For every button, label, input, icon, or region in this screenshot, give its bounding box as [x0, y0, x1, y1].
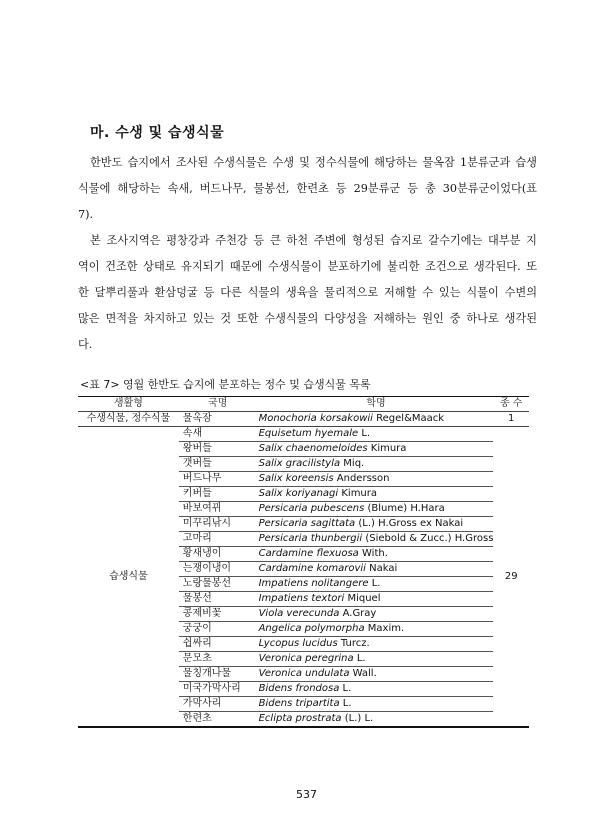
korean-name-cell: 고마리 — [179, 532, 253, 547]
scientific-name-cell — [253, 517, 494, 532]
table-row — [78, 412, 529, 427]
scientific-name-cell — [253, 487, 494, 502]
scientific-name-author: L. — [371, 578, 381, 589]
scientific-name-binomial: Veronica undulata — [258, 668, 350, 679]
scientific-name-binomial: Veronica peregrina — [258, 653, 354, 664]
table-row — [78, 427, 529, 442]
korean-name-cell: 한련초 — [179, 712, 253, 728]
header-korean-name: 국명 — [179, 397, 253, 412]
scientific-name-author: L. — [342, 683, 352, 694]
scientific-name-cell — [253, 682, 494, 697]
scientific-name-cell — [253, 712, 494, 728]
scientific-name-author: Andersson — [336, 473, 390, 484]
korean-name-cell: 노랑물봉선 — [179, 577, 253, 592]
scientific-name-binomial: Bidens tripartita — [258, 698, 340, 709]
paragraph-1: 한반도 습지에서 조사된 수생식물은 수생 및 정수식물에 해당하는 물옥잠 1분류군과 습생식물에 해당하는 속새, 버드나무, 물봉선, 한련초 등 29분류군 등 총 30분류군이었다(표 7). — [78, 156, 537, 221]
korean-name-cell: 콩제비꽃 — [179, 607, 253, 622]
scientific-name-author: Regel&Maack — [376, 413, 445, 424]
scientific-name-author: (Siebold & Zucc.) H.Gross — [365, 533, 494, 544]
scientific-name-binomial: Viola verecunda — [258, 608, 340, 619]
header-scientific-name: 학명 — [253, 397, 494, 412]
korean-name-cell: 속새 — [179, 427, 253, 442]
scientific-name-author: L. — [361, 428, 371, 439]
scientific-name-binomial: Eclipta prostrata — [258, 713, 342, 724]
scientific-name-binomial: Equisetum hyemale — [258, 428, 359, 439]
korean-name-cell: 키버들 — [179, 487, 253, 502]
korean-name-cell: 왕버들 — [179, 442, 253, 457]
scientific-name-binomial: Lycopus lucidus — [258, 638, 338, 649]
korean-name-cell: 갯버들 — [179, 457, 253, 472]
scientific-name-cell — [253, 622, 494, 637]
scientific-name-author: Nakai — [369, 563, 398, 574]
species-count-cell: 1 — [493, 412, 529, 427]
scientific-name-binomial: Cardamine komarovii — [258, 563, 366, 574]
korean-name-cell: 물옥잠 — [179, 412, 253, 427]
scientific-name-cell — [253, 427, 494, 442]
scientific-name-author: Kimura — [341, 488, 378, 499]
korean-name-cell: 문모초 — [179, 652, 253, 667]
scientific-name-author: Wall. — [352, 668, 377, 679]
korean-name-cell: 궁궁이 — [179, 622, 253, 637]
species-table — [78, 396, 529, 728]
scientific-name-cell — [253, 637, 494, 652]
scientific-name-binomial: Salix koreensis — [258, 473, 334, 484]
scientific-name-author: With. — [362, 548, 388, 559]
scientific-name-binomial: Impatiens nolitangere — [258, 578, 369, 589]
scientific-name-author: L. — [342, 698, 352, 709]
header-life-form: 생활형 — [78, 397, 179, 412]
species-count-cell: 29 — [493, 427, 529, 728]
scientific-name-binomial: Salix koriyanagi — [258, 488, 339, 499]
korean-name-cell: 물칭개나물 — [179, 667, 253, 682]
scientific-name-cell — [253, 607, 494, 622]
scientific-name-cell — [253, 547, 494, 562]
scientific-name-cell — [253, 532, 494, 547]
scientific-name-binomial: Persicaria thunbergii — [258, 533, 363, 544]
korean-name-cell: 버드나무 — [179, 472, 253, 487]
korean-name-cell: 쉽싸리 — [179, 637, 253, 652]
korean-name-cell: 미꾸리낚시 — [179, 517, 253, 532]
scientific-name-author: A.Gray — [342, 608, 377, 619]
scientific-name-author: Turcz. — [340, 638, 370, 649]
scientific-name-binomial: Impatiens textori — [258, 593, 345, 604]
table-header-row — [78, 397, 529, 412]
section-heading: 마. 수생 및 습생식물 — [90, 125, 225, 141]
scientific-name-cell — [253, 502, 494, 517]
korean-name-cell: 가막사리 — [179, 697, 253, 712]
korean-name-cell: 는쟁이냉이 — [179, 562, 253, 577]
life-form-cell: 습생식물 — [78, 427, 179, 728]
korean-name-cell: 황새냉이 — [179, 547, 253, 562]
korean-name-cell: 바보여뀌 — [179, 502, 253, 517]
korean-name-cell: 미국가막사리 — [179, 682, 253, 697]
scientific-name-cell — [253, 412, 494, 427]
scientific-name-binomial: Angelica polymorpha — [258, 623, 365, 634]
scientific-name-cell — [253, 592, 494, 607]
scientific-name-author: (L.) H.Gross ex Nakai — [358, 518, 464, 529]
scientific-name-author: Kimura — [370, 443, 407, 454]
korean-name-cell: 물봉선 — [179, 592, 253, 607]
page-number: 537 — [296, 788, 317, 801]
scientific-name-cell — [253, 442, 494, 457]
table-caption: <표 7> 영월 한반도 습지에 분포하는 정수 및 습생식물 목록 — [80, 378, 371, 391]
scientific-name-binomial: Persicaria sagittata — [258, 518, 356, 529]
scientific-name-binomial: Salix gracilistyla — [258, 458, 341, 469]
scientific-name-cell — [253, 457, 494, 472]
scientific-name-binomial: Cardamine flexuosa — [258, 548, 359, 559]
header-species-count: 종 수 — [493, 397, 529, 412]
scientific-name-author: (L.) L. — [344, 713, 374, 724]
scientific-name-cell — [253, 667, 494, 682]
scientific-name-author: Miq. — [343, 458, 365, 469]
life-form-cell: 수생식물, 정수식물 — [78, 412, 179, 427]
scientific-name-author: L. — [356, 653, 366, 664]
scientific-name-binomial: Persicaria pubescens — [258, 503, 365, 514]
scientific-name-cell — [253, 577, 494, 592]
scientific-name-author: Maxim. — [367, 623, 405, 634]
scientific-name-cell — [253, 697, 494, 712]
scientific-name-cell — [253, 562, 494, 577]
scientific-name-author: (Blume) H.Hara — [367, 503, 445, 514]
scientific-name-cell — [253, 652, 494, 667]
scientific-name-binomial: Bidens frondosa — [258, 683, 340, 694]
paragraph-2: 본 조사지역은 평창강과 주천강 등 큰 하천 주변에 형성된 습지로 갈수기에는 대부분 지역이 건조한 상태로 유지되기 때문에 수생식물이 분포하기에 불리한 조건으로 생각된다. 또한 달뿌리풀과 환삼덩굴 등 다른 식물의 생육을 물리적으로 저해할 수 있는 식물이 수변의 많은 면적을 차지하고 있는 것 또한 수생식물의 다양성을 저해하는 원인 중 하나로 생각된다. — [78, 234, 537, 351]
scientific-name-binomial: Monochoria korsakowii — [258, 413, 373, 424]
scientific-name-cell — [253, 472, 494, 487]
scientific-name-binomial: Salix chaenomeloides — [258, 443, 368, 454]
scientific-name-author: Miquel — [347, 593, 381, 604]
